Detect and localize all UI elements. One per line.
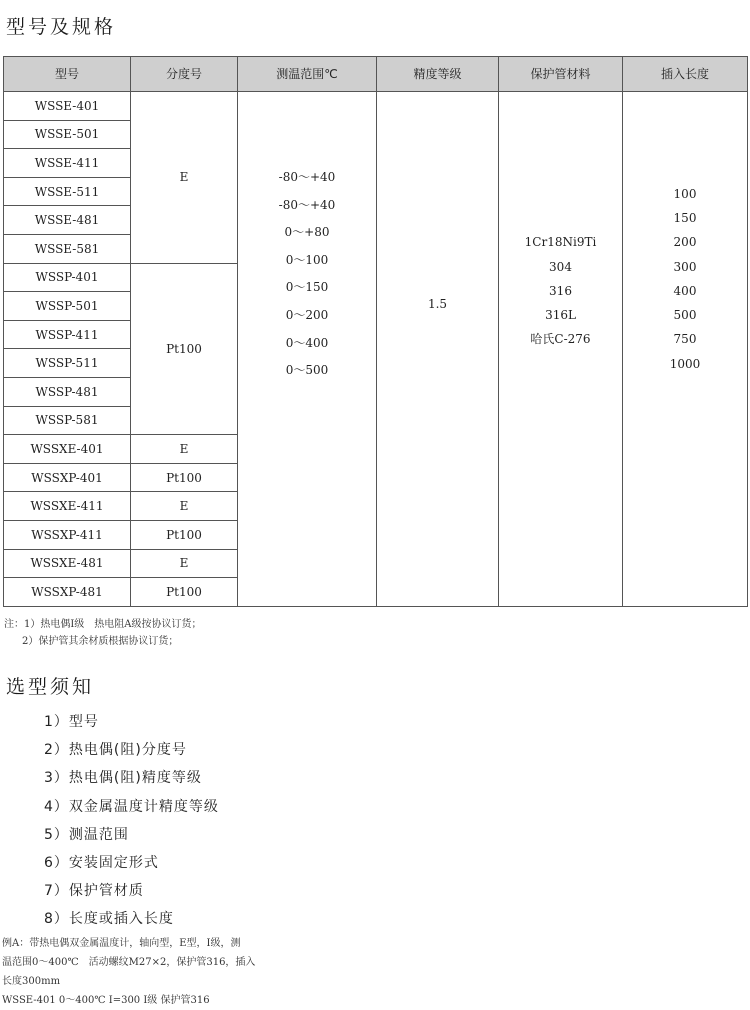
model-cell: WSSP-411: [4, 320, 131, 349]
graduation-cell: E: [131, 435, 238, 464]
list-item: 1）型号: [44, 714, 99, 730]
length-value: 750: [673, 332, 697, 347]
material-cell: [499, 92, 623, 607]
header-length: 插入长度: [623, 57, 748, 92]
accuracy-value: 1.5: [427, 296, 448, 311]
length-value: 300: [673, 259, 697, 274]
model-cell: WSSP-401: [4, 263, 131, 292]
length-cell: [623, 92, 748, 607]
spec-table: [3, 56, 748, 607]
material-value: 304: [549, 259, 572, 274]
material-value: 316L: [545, 307, 576, 322]
model-cell: WSSE-481: [4, 206, 131, 235]
range-value: -80～+40: [278, 170, 336, 184]
example-line: 温范围0～400℃ 活动螺纹M27×2，保护管316，插入: [2, 957, 256, 968]
graduation-cell: Pt100: [131, 578, 238, 607]
example-line: WSSE-401 0～400℃ I=300 I级 保护管316: [2, 995, 210, 1006]
spec-title: 型号及规格: [6, 16, 117, 38]
list-item: 3）热电偶(阻)精度等级: [44, 770, 202, 787]
length-value: 1000: [669, 356, 701, 371]
example-block: [2, 934, 302, 1010]
range-cell: [238, 92, 377, 607]
note-line: 注：1）热电偶I级 热电阻A级按协议订货；: [4, 619, 202, 630]
model-cell: WSSXP-401: [4, 463, 131, 492]
example-line: 例A：带热电偶双金属温度计，轴向型，E型，I级，测: [2, 938, 241, 949]
model-cell: WSSE-401: [4, 92, 131, 121]
list-item: 5）测温范围: [44, 826, 129, 843]
example-line: 长度300mm: [2, 976, 61, 987]
header-range: 测温范围℃: [238, 57, 377, 92]
material-value: 316: [549, 283, 572, 298]
header-material: 保护管材料: [499, 57, 623, 92]
model-cell: WSSE-581: [4, 234, 131, 263]
length-value: 150: [673, 210, 697, 225]
material-value: 哈氏C-276: [530, 332, 591, 347]
table-header-row: [4, 57, 748, 92]
graduation-cell: E: [131, 492, 238, 521]
material-value: 1Cr18Ni9Ti: [524, 235, 597, 250]
model-cell: WSSXP-481: [4, 578, 131, 607]
model-cell: WSSE-511: [4, 177, 131, 206]
model-cell: WSSXE-401: [4, 435, 131, 464]
model-cell: WSSE-411: [4, 149, 131, 178]
list-item: 6）安装固定形式: [44, 854, 159, 871]
header-model: 型号: [4, 57, 131, 92]
range-value: 0～400: [285, 335, 329, 350]
list-item: 8）长度或插入长度: [44, 911, 174, 928]
graduation-cell: E: [131, 549, 238, 578]
header-graduation: 分度号: [131, 57, 238, 92]
length-value: 500: [673, 308, 697, 323]
range-value: 0～200: [285, 307, 329, 322]
range-value: 0～150: [285, 280, 329, 295]
table-row: [4, 92, 748, 121]
model-cell: WSSP-481: [4, 377, 131, 406]
selection-list: [44, 708, 219, 934]
length-value: 100: [673, 186, 697, 201]
header-accuracy: 精度等级: [377, 57, 499, 92]
graduation-cell-pt100: Pt100: [131, 263, 238, 435]
model-cell: WSSE-501: [4, 120, 131, 149]
list-item: 7）保护管材质: [44, 883, 144, 900]
notes: [4, 616, 202, 650]
graduation-cell: Pt100: [131, 463, 238, 492]
range-value: 0～500: [285, 363, 329, 378]
list-item: 4）双金属温度计精度等级: [44, 798, 219, 815]
range-value: 0～100: [285, 252, 329, 267]
note-line: 2）保护管其余材质根据协议订货；: [22, 636, 179, 647]
selection-title: 选型须知: [6, 676, 95, 698]
accuracy-cell: [377, 92, 499, 607]
range-value: -80～+40: [278, 197, 336, 212]
model-cell: WSSXE-481: [4, 549, 131, 578]
range-value: 0～+80: [284, 225, 330, 240]
model-cell: WSSP-511: [4, 349, 131, 378]
list-item: 2）热电偶(阻)分度号: [44, 742, 187, 759]
model-cell: WSSP-581: [4, 406, 131, 435]
graduation-cell: Pt100: [131, 520, 238, 549]
length-value: 400: [673, 283, 697, 298]
model-cell: WSSP-501: [4, 292, 131, 321]
model-cell: WSSXE-411: [4, 492, 131, 521]
graduation-cell-e: E: [131, 92, 238, 264]
length-value: 200: [673, 235, 697, 250]
model-cell: WSSXP-411: [4, 520, 131, 549]
